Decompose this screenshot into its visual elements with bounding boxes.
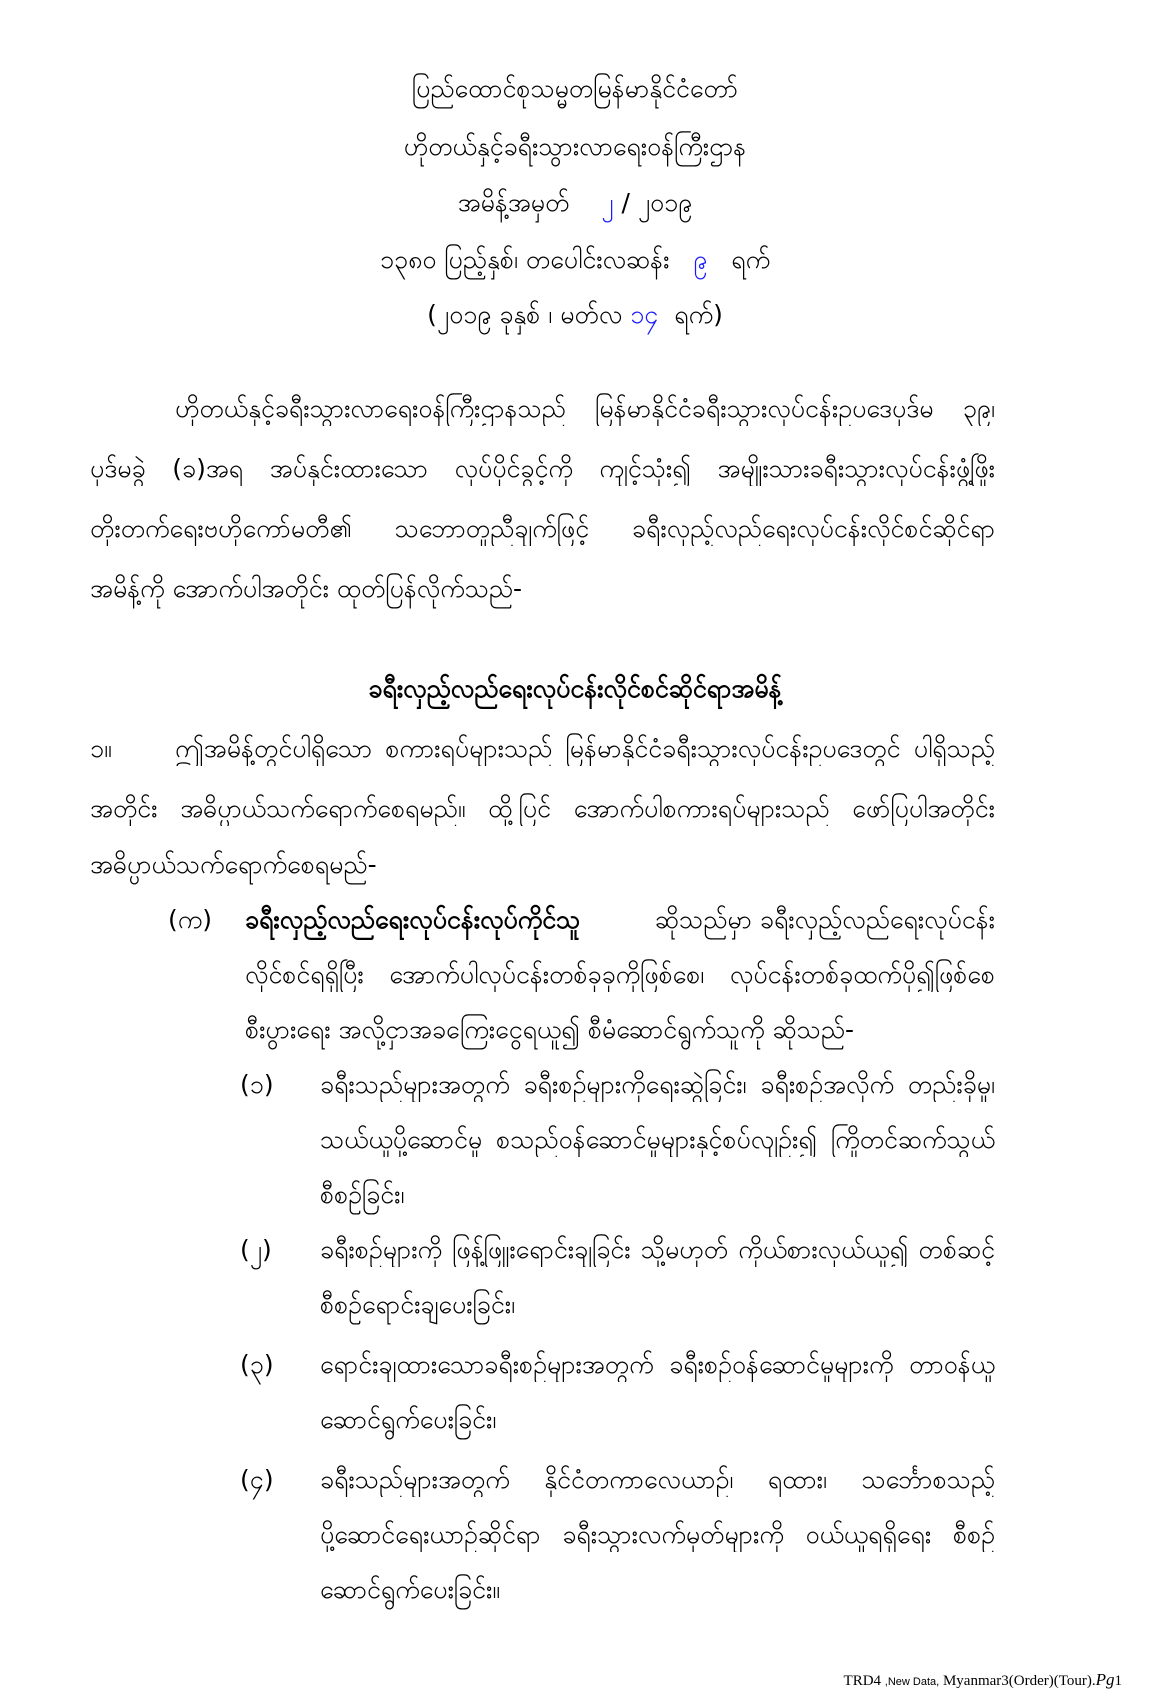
footer-page-number: 1 bbox=[1114, 1673, 1122, 1689]
order-year: / ၂၀၁၉ bbox=[621, 188, 693, 217]
sub-item-marker: (၄) bbox=[240, 1465, 274, 1494]
definition-marker: (က) bbox=[168, 905, 212, 934]
order-label: အမိန့်အမှတ် bbox=[457, 188, 570, 217]
myanmar-date-suffix: ရက် bbox=[731, 245, 771, 274]
sub-item-marker: (၃) bbox=[240, 1350, 274, 1379]
section-line: ဤအမိန့်တွင်ပါရှိသော စကားရပ်များသည် မြန်မာနိုင်ငံခရီးသွားလုပ်ငန်းဥပဒေတွင် ပါရှိသည့် bbox=[175, 734, 995, 763]
sub-item-line: ခရီးသည်များအတွက် နိုင်ငံတကာလေယာဉ်၊ ရထား၊ သင်္ဘောစသည့် bbox=[320, 1465, 995, 1494]
preamble-line: အမိန့်ကို အောက်ပါအတိုင်း ထုတ်ပြန်လိုက်သည်- bbox=[90, 574, 523, 603]
sub-item-line: စီစဉ်ရောင်းချပေးခြင်း၊ bbox=[320, 1290, 516, 1319]
gregorian-prefix: (၂၀၁၉ ခုနှစ် ၊ မတ်လ bbox=[427, 300, 623, 329]
gregorian-date-line bbox=[0, 298, 1150, 332]
order-number: ၂ bbox=[601, 188, 614, 217]
preamble-line: ပုဒ်မခွဲ (ခ)အရ အပ်နှင်းထားသော လုပ်ပိုင်ခွင့်ကို ကျင့်သုံး၍ အမျိုးသားခရီးသွားလုပ်ငန်းဖွံ့ဖြိုး bbox=[90, 454, 995, 483]
definition-line: လိုင်စင်ရရှိပြီး အောက်ပါလုပ်ငန်းတစ်ခုခုကိုဖြစ်စေ၊ လုပ်ငန်းတစ်ခုထက်ပို၍ဖြစ်စေ bbox=[245, 960, 995, 989]
footer-filename: Myanmar3(Order)(Tour). bbox=[942, 1673, 1096, 1689]
order-number-line bbox=[0, 186, 1150, 220]
page-footer bbox=[844, 1670, 1122, 1690]
sub-item-line: ဆောင်ရွက်ပေးခြင်း။ bbox=[320, 1575, 500, 1604]
header-country: ပြည်ထောင်စုသမ္မတမြန်မာနိုင်ငံတော် bbox=[411, 74, 739, 103]
footer-page-label: Pg bbox=[1095, 1670, 1115, 1689]
myanmar-day: ၉ bbox=[693, 245, 708, 274]
sub-item-line: စီစဉ်ခြင်း၊ bbox=[320, 1180, 405, 1209]
definition-first-line bbox=[245, 903, 995, 937]
section-number: ၁။ bbox=[90, 734, 112, 763]
preamble-line: ဟိုတယ်နှင့်ခရီးသွားလာရေးဝန်ကြီးဌာနသည် မြန်မာနိုင်ငံခရီးသွားလုပ်ငန်းဥပဒေပုဒ်မ ၃၉၊ bbox=[175, 394, 995, 423]
preamble-line: တိုးတက်ရေးဗဟိုကော်မတီ၏ သဘောတူညီချက်ဖြင့် ခရီးလှည့်လည်ရေးလုပ်ငန်းလိုင်စင်ဆိုင်ရာ bbox=[90, 514, 995, 543]
footer-small: ,New Data, bbox=[884, 1676, 940, 1688]
gregorian-suffix: ရက်) bbox=[674, 300, 723, 329]
definition-text: ဆိုသည်မှာ ခရီးလှည့်လည်ရေးလုပ်ငန်း bbox=[654, 905, 995, 934]
definition-term: ခရီးလှည့်လည်ရေးလုပ်ငန်းလုပ်ကိုင်သူ bbox=[245, 905, 581, 934]
header-ministry: ဟိုတယ်နှင့်ခရီးသွားလာရေးဝန်ကြီးဌာန bbox=[403, 132, 747, 161]
myanmar-date-line bbox=[0, 243, 1150, 277]
sub-item-marker: (၂) bbox=[240, 1235, 272, 1264]
section-line: အဓိပ္ပာယ်သက်ရောက်စေရမည်- bbox=[90, 850, 377, 879]
sub-item-line: ခရီးသည်များအတွက် ခရီးစဉ်များကိုရေးဆွဲခြင်း၊ ခရီးစဉ်အလိုက် တည်းခိုမှု၊ bbox=[320, 1070, 995, 1099]
order-title: ခရီးလှည့်လည်ရေးလုပ်ငန်းလိုင်စင်ဆိုင်ရာအမိန့် bbox=[368, 674, 782, 703]
sub-item-line: ပို့ဆောင်ရေးယာဉ်ဆိုင်ရာ ခရီးသွားလက်မှတ်များကို ဝယ်ယူရရှိရေး စီစဉ် bbox=[320, 1520, 995, 1549]
sub-item-line: ဆောင်ရွက်ပေးခြင်း၊ bbox=[320, 1405, 497, 1434]
sub-item-marker: (၁) bbox=[240, 1070, 274, 1099]
myanmar-date-prefix: ၁၃၈၀ ပြည့်နှစ်၊ တပေါင်းလဆန်း bbox=[379, 245, 670, 274]
sub-item-line: ရောင်းချထားသောခရီးစဉ်များအတွက် ခရီးစဉ်ဝန်ဆောင်မှုများကို တာဝန်ယူ bbox=[320, 1350, 995, 1379]
gregorian-day: ၁၄ bbox=[630, 300, 659, 329]
sub-item-line: ခရီးစဉ်များကို ဖြန့်ဖြူးရောင်းချခြင်း သို့မဟုတ် ကိုယ်စားလှယ်ယူ၍ တစ်ဆင့် bbox=[320, 1235, 995, 1264]
definition-line: စီးပွားရေး အလို့ငှာအခကြေးငွေရယူ၍ စီမံဆောင်ရွက်သူကို ဆိုသည်- bbox=[245, 1015, 855, 1044]
section-line: အတိုင်း အဓိပ္ပာယ်သက်ရောက်စေရမည်။ ထို့ပြင် အောက်ပါစကားရပ်များသည် ဖော်ပြပါအတိုင်း bbox=[90, 794, 995, 823]
footer-prefix: TRD4 bbox=[843, 1673, 882, 1689]
sub-item-line: သယ်ယူပို့ဆောင်မှု စသည်ဝန်ဆောင်မှုများနှင့်စပ်လျဉ်း၍ ကြိုတင်ဆက်သွယ် bbox=[320, 1125, 995, 1154]
